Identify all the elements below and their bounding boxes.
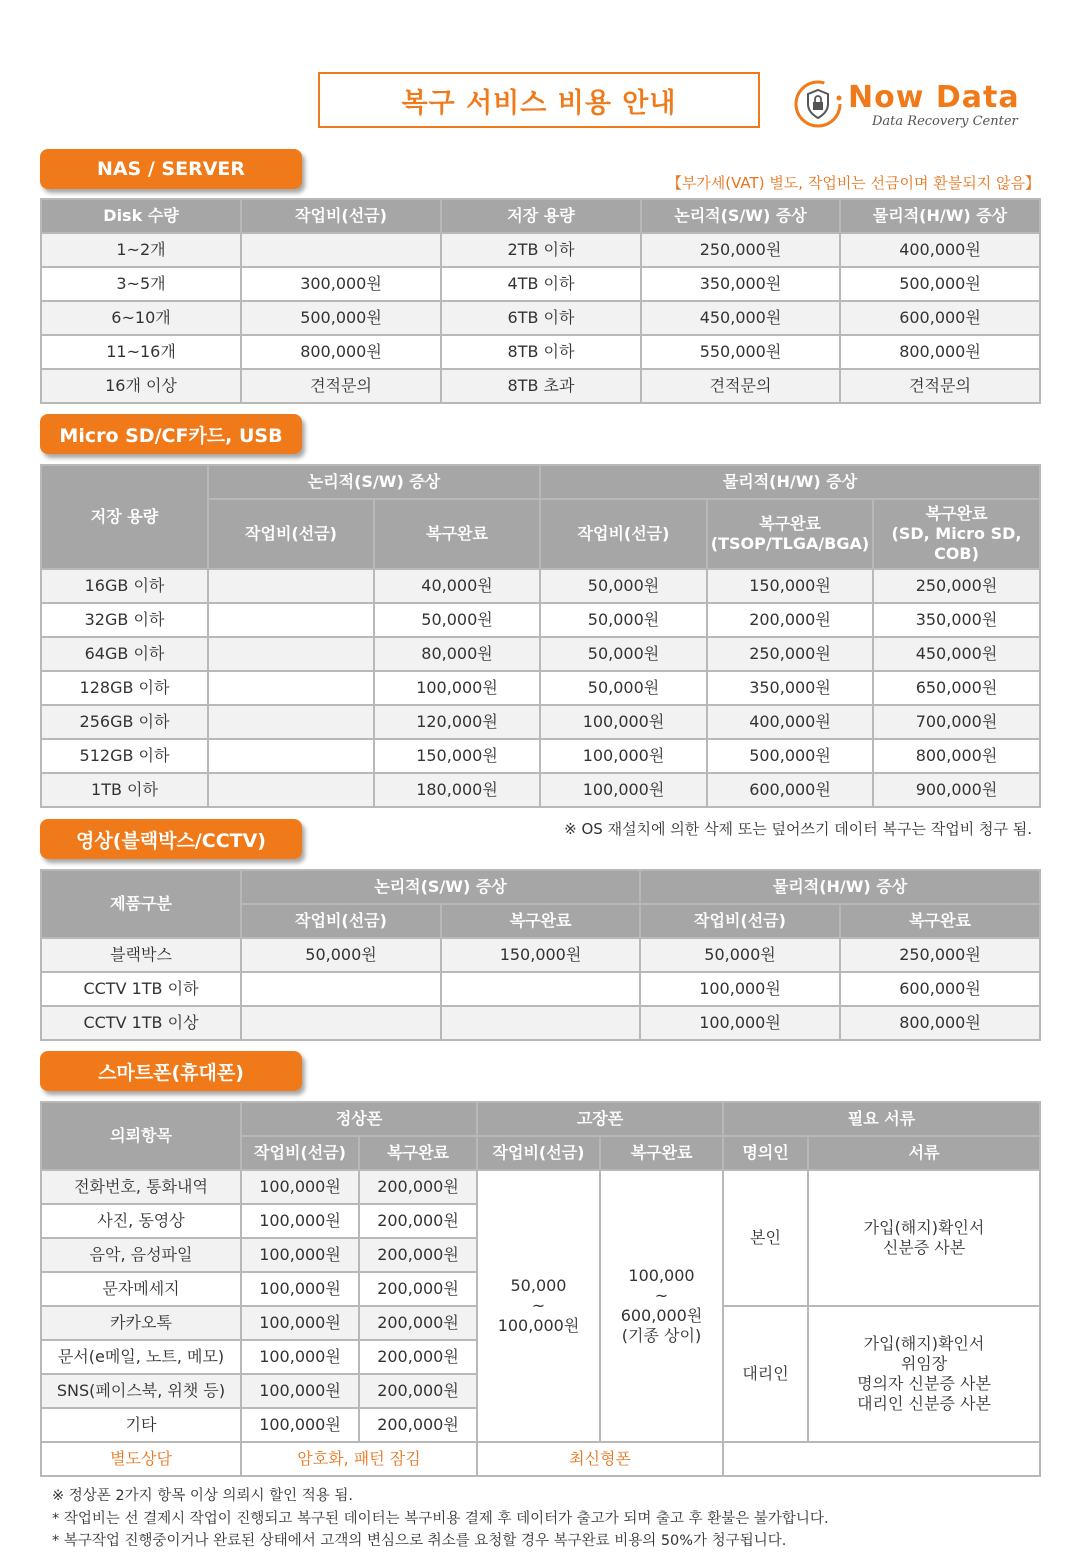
sd-cell: 512GB 이하 (41, 739, 208, 773)
table-row (41, 773, 1040, 807)
os-reinstall-note: ※ OS 재설치에 의한 삭제 또는 덮어쓰기 데이터 복구는 작업비 청구 됨. (564, 820, 1032, 838)
sd-cell: 150,000원 (707, 569, 873, 603)
phone-header-docs: 필요 서류 (723, 1102, 1040, 1136)
sd-cell: 32GB 이하 (41, 603, 208, 637)
nas-cell: 견적문의 (840, 369, 1040, 403)
video-header-done: 복구완료 (441, 904, 640, 938)
phone-cell: 100,000원 (241, 1306, 359, 1340)
nas-cell: 16개 이상 (41, 369, 241, 403)
sd-header-done: 복구완료 (374, 499, 540, 569)
sd-header-capacity: 저장 용량 (41, 465, 208, 569)
company-logo (790, 76, 1040, 136)
phone-cell: 200,000원 (359, 1170, 477, 1204)
page-title: 복구 서비스 비용 안내 (318, 72, 760, 128)
agent-doc-line3: 명의자 신분증 사본 (857, 1374, 991, 1393)
self-doc-line1: 가입(해지)확인서 (863, 1218, 985, 1237)
agent-doc-line1: 가입(해지)확인서 (863, 1334, 985, 1353)
nas-header-logical: 논리적(S/W) 증상 (641, 199, 840, 233)
agent-docs-cell (808, 1306, 1040, 1442)
nas-cell: 800,000원 (241, 335, 441, 369)
video-cell: 블랙박스 (41, 938, 241, 972)
phone-cell: 200,000원 (359, 1408, 477, 1442)
phone-header-broken: 고장폰 (477, 1102, 723, 1136)
video-cell (241, 972, 441, 1006)
video-cell: 600,000원 (840, 972, 1040, 1006)
phone-cell: 100,000원 (241, 1374, 359, 1408)
holder-self: 본인 (723, 1170, 808, 1306)
table-row (41, 972, 1040, 1006)
table-row (41, 603, 1040, 637)
broken-done-line4: (기종 상이) (621, 1326, 702, 1345)
table-row (41, 369, 1040, 403)
phone-cell: 200,000원 (359, 1272, 477, 1306)
nas-cell: 550,000원 (641, 335, 840, 369)
broken-fee-line2: ~ (531, 1296, 546, 1315)
video-cell: CCTV 1TB 이하 (41, 972, 241, 1006)
video-cell: 50,000원 (640, 938, 840, 972)
phone-footer-empty (723, 1442, 1040, 1476)
logo-subtitle: Data Recovery Center (872, 114, 1018, 129)
video-header-product: 제품구분 (41, 870, 241, 938)
nas-cell: 600,000원 (840, 301, 1040, 335)
sd-cell: 128GB 이하 (41, 671, 208, 705)
shield-lock-icon (792, 78, 844, 130)
nas-cell: 견적문의 (241, 369, 441, 403)
nas-cell: 300,000원 (241, 267, 441, 301)
video-cell (441, 972, 640, 1006)
sd-cell: 40,000원 (374, 569, 540, 603)
phone-price-table (40, 1101, 1041, 1477)
phone-cell: 100,000원 (241, 1238, 359, 1272)
video-cell: CCTV 1TB 이상 (41, 1006, 241, 1040)
sd-cell: 650,000원 (873, 671, 1040, 705)
sd-header-done-tsop (707, 499, 873, 569)
nas-cell (241, 233, 441, 267)
sd-cell: 180,000원 (374, 773, 540, 807)
sd-cell: 50,000원 (540, 671, 707, 705)
section-tab-video: 영상(블랙박스/CCTV) (40, 819, 302, 859)
nas-price-table (40, 198, 1041, 404)
sd-cell: 700,000원 (873, 705, 1040, 739)
sd-price-table (40, 464, 1041, 808)
phone-footer-latest: 최신형폰 (477, 1442, 723, 1476)
sd-cell: 350,000원 (873, 603, 1040, 637)
phone-footer-encrypted: 암호화, 패턴 잠김 (241, 1442, 477, 1476)
agent-doc-line2: 위임장 (900, 1354, 948, 1373)
nas-cell: 6~10개 (41, 301, 241, 335)
video-cell: 50,000원 (241, 938, 441, 972)
nas-cell: 350,000원 (641, 267, 840, 301)
table-row (41, 637, 1040, 671)
sd-cell: 50,000원 (540, 569, 707, 603)
sd-cell (208, 671, 374, 705)
nas-cell: 2TB 이하 (441, 233, 641, 267)
phone-header-holder: 명의인 (723, 1136, 808, 1170)
table-row (41, 267, 1040, 301)
video-cell: 100,000원 (640, 972, 840, 1006)
phone-header-normal: 정상폰 (241, 1102, 477, 1136)
phone-footer-consult: 별도상담 (41, 1442, 241, 1476)
sd-cell: 50,000원 (374, 603, 540, 637)
nas-header-physical: 물리적(H/W) 증상 (840, 199, 1040, 233)
video-header-logical: 논리적(S/W) 증상 (241, 870, 640, 904)
sd-cell: 100,000원 (540, 705, 707, 739)
footnote-discount: ※ 정상폰 2가지 항목 이상 의뢰시 할인 적용 됨. (52, 1488, 353, 1504)
sd-cell: 350,000원 (707, 671, 873, 705)
broken-done-line1: 100,000 (628, 1266, 695, 1285)
table-row (41, 1442, 1040, 1476)
video-cell: 250,000원 (840, 938, 1040, 972)
nas-cell: 800,000원 (840, 335, 1040, 369)
phone-cell: 100,000원 (241, 1204, 359, 1238)
sd-header-done-sd (873, 499, 1040, 569)
video-cell (441, 1006, 640, 1040)
self-docs-cell (808, 1170, 1040, 1306)
phone-cell: 사진, 동영상 (41, 1204, 241, 1238)
sd-header-physical: 물리적(H/W) 증상 (540, 465, 1040, 499)
phone-cell: 전화번호, 통화내역 (41, 1170, 241, 1204)
holder-agent: 대리인 (723, 1306, 808, 1442)
section-tab-sd-usb: Micro SD/CF카드, USB (40, 414, 302, 454)
phone-cell: 200,000원 (359, 1306, 477, 1340)
sd-cell (208, 569, 374, 603)
phone-header-done: 복구완료 (359, 1136, 477, 1170)
sd-cell: 16GB 이하 (41, 569, 208, 603)
footnote-prepay: * 작업비는 선 결제시 작업이 진행되고 복구된 데이터는 복구비용 결제 후 데이터가 출고가 되며 출고 후 환불은 불가합니다. (52, 1511, 829, 1527)
sd-header-done-sd-line3: COB) (934, 544, 979, 563)
sd-cell: 100,000원 (540, 739, 707, 773)
self-doc-line2: 신분증 사본 (882, 1238, 966, 1257)
table-row (41, 1006, 1040, 1040)
nas-cell: 400,000원 (840, 233, 1040, 267)
nas-cell: 500,000원 (840, 267, 1040, 301)
nas-cell: 250,000원 (641, 233, 840, 267)
phone-cell: 100,000원 (241, 1272, 359, 1306)
nas-cell: 3~5개 (41, 267, 241, 301)
table-row (41, 938, 1040, 972)
phone-header-done2: 복구완료 (600, 1136, 723, 1170)
phone-cell: 200,000원 (359, 1238, 477, 1272)
table-row (41, 233, 1040, 267)
phone-header-fee2: 작업비(선금) (477, 1136, 600, 1170)
sd-cell: 800,000원 (873, 739, 1040, 773)
sd-cell: 256GB 이하 (41, 705, 208, 739)
sd-cell (208, 739, 374, 773)
nas-cell: 8TB 이하 (441, 335, 641, 369)
table-row (41, 739, 1040, 773)
video-header-done2: 복구완료 (840, 904, 1040, 938)
sd-header-done-tsop-line1: 복구완료 (759, 514, 821, 533)
video-price-table (40, 869, 1041, 1041)
broken-fee-line1: 50,000 (510, 1276, 567, 1295)
footnote-cancel: * 복구작업 진행중이거나 완료된 상태에서 고객의 변심으로 취소를 요청할 경우 복구완료 비용의 50%가 청구됩니다. (52, 1533, 787, 1549)
phone-header-fee: 작업비(선금) (241, 1136, 359, 1170)
phone-cell: 100,000원 (241, 1340, 359, 1374)
nas-cell: 1~2개 (41, 233, 241, 267)
phone-cell: 카카오톡 (41, 1306, 241, 1340)
sd-cell (208, 637, 374, 671)
phone-header-item: 의뢰항목 (41, 1102, 241, 1170)
sd-cell: 200,000원 (707, 603, 873, 637)
sd-cell: 1TB 이하 (41, 773, 208, 807)
section-tab-nas: NAS / SERVER (40, 149, 302, 189)
sd-cell: 500,000원 (707, 739, 873, 773)
nas-cell: 8TB 초과 (441, 369, 641, 403)
table-row (41, 671, 1040, 705)
vat-note: 【부가세(VAT) 별도, 작업비는 선금이며 환불되지 않음】 (666, 174, 1040, 192)
video-header-physical: 물리적(H/W) 증상 (640, 870, 1040, 904)
phone-header-doc: 서류 (808, 1136, 1040, 1170)
nas-header-disk: Disk 수량 (41, 199, 241, 233)
sd-cell: 250,000원 (707, 637, 873, 671)
broken-fee-line3: 100,000원 (497, 1316, 580, 1335)
sd-header-fee2: 작업비(선금) (540, 499, 707, 569)
table-row (41, 301, 1040, 335)
sd-cell: 600,000원 (707, 773, 873, 807)
sd-cell: 80,000원 (374, 637, 540, 671)
sd-cell: 50,000원 (540, 637, 707, 671)
sd-cell: 100,000원 (374, 671, 540, 705)
logo-text: Now Data (848, 80, 1020, 115)
sd-cell: 400,000원 (707, 705, 873, 739)
sd-header-done-sd-line2: (SD, Micro SD, (891, 524, 1022, 543)
broken-done-line3: 600,000원 (620, 1306, 703, 1325)
phone-cell: 200,000원 (359, 1340, 477, 1374)
phone-cell: 100,000원 (241, 1408, 359, 1442)
table-row (41, 705, 1040, 739)
table-row (41, 569, 1040, 603)
nas-cell: 견적문의 (641, 369, 840, 403)
sd-cell (208, 773, 374, 807)
sd-header-done-sd-line1: 복구완료 (925, 504, 988, 523)
nas-cell: 6TB 이하 (441, 301, 641, 335)
sd-cell: 450,000원 (873, 637, 1040, 671)
nas-header-capacity: 저장 용량 (441, 199, 641, 233)
sd-cell (208, 705, 374, 739)
phone-cell: 200,000원 (359, 1374, 477, 1408)
video-cell: 150,000원 (441, 938, 640, 972)
table-row (41, 1170, 1040, 1204)
phone-cell: SNS(페이스북, 위챗 등) (41, 1374, 241, 1408)
broken-fee-cell (477, 1170, 600, 1442)
nas-cell: 450,000원 (641, 301, 840, 335)
sd-cell: 50,000원 (540, 603, 707, 637)
broken-done-cell (600, 1170, 723, 1442)
video-header-fee: 작업비(선금) (241, 904, 441, 938)
phone-cell: 기타 (41, 1408, 241, 1442)
sd-cell (208, 603, 374, 637)
sd-cell: 64GB 이하 (41, 637, 208, 671)
sd-cell: 150,000원 (374, 739, 540, 773)
phone-cell: 문서(e메일, 노트, 메모) (41, 1340, 241, 1374)
video-header-fee2: 작업비(선금) (640, 904, 840, 938)
broken-done-line2: ~ (654, 1286, 669, 1305)
video-cell: 800,000원 (840, 1006, 1040, 1040)
phone-cell: 100,000원 (241, 1170, 359, 1204)
sd-header-logical: 논리적(S/W) 증상 (208, 465, 540, 499)
sd-cell: 250,000원 (873, 569, 1040, 603)
section-tab-smartphone: 스마트폰(휴대폰) (40, 1051, 302, 1091)
agent-doc-line4: 대리인 신분증 사본 (857, 1394, 991, 1413)
nas-cell: 4TB 이하 (441, 267, 641, 301)
phone-cell: 문자메세지 (41, 1272, 241, 1306)
video-cell: 100,000원 (640, 1006, 840, 1040)
nas-cell: 11~16개 (41, 335, 241, 369)
nas-header-fee: 작업비(선금) (241, 199, 441, 233)
sd-cell: 100,000원 (540, 773, 707, 807)
sd-cell: 120,000원 (374, 705, 540, 739)
phone-cell: 200,000원 (359, 1204, 477, 1238)
sd-cell: 900,000원 (873, 773, 1040, 807)
video-cell (241, 1006, 441, 1040)
sd-header-fee: 작업비(선금) (208, 499, 374, 569)
nas-cell: 500,000원 (241, 301, 441, 335)
sd-header-done-tsop-line2: (TSOP/TLGA/BGA) (710, 534, 870, 553)
table-row (41, 335, 1040, 369)
phone-cell: 음악, 음성파일 (41, 1238, 241, 1272)
